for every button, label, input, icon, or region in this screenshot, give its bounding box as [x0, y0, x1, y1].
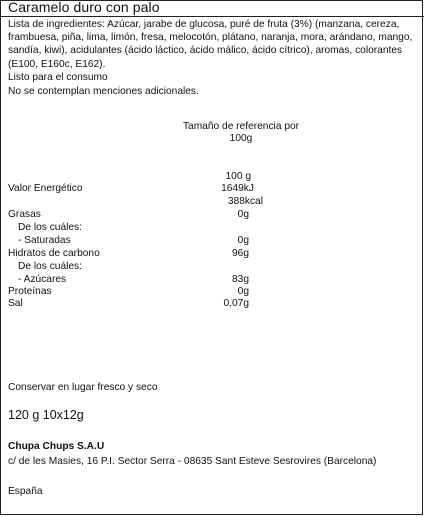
- nutrient-value-protein: 0g: [237, 286, 249, 297]
- manufacturer-address: c/ de les Masies, 16 P.I. Sector Serra - 08635 Sant Esteve Sesrovires (Barcelona): [8, 456, 377, 467]
- country-of-origin: España: [8, 486, 43, 497]
- manufacturer-name: Chupa Chups S.A.U: [8, 441, 105, 452]
- nutrient-label-energy: Valor Energético: [8, 183, 83, 194]
- per-100g-header: 100 g: [225, 171, 251, 182]
- nutrient-value-carbohydrate: 96g: [232, 248, 249, 259]
- nutrient-label-of-which-carbs: De los cuáles:: [18, 261, 82, 272]
- reference-size-amount: 100g: [229, 133, 253, 144]
- nutrient-label-sugars: - Azúcares: [18, 274, 67, 285]
- nutrient-label-fat: Grasas: [8, 209, 41, 220]
- nutrient-label-of-which-fat: De los cuáles:: [18, 222, 82, 233]
- nutrient-value-salt: 0,07g: [223, 298, 249, 309]
- nutrient-value-sugars: 83g: [232, 274, 249, 285]
- product-title: Caramelo duro con palo: [8, 0, 160, 15]
- nutrient-label-protein: Proteínas: [8, 286, 52, 297]
- reference-size-label: Tamaño de referencia por: [182, 121, 300, 132]
- nutrient-value-fat: 0g: [237, 209, 249, 220]
- nutrient-value-saturates: 0g: [237, 235, 249, 246]
- ready-to-eat-text: Listo para el consumo: [8, 72, 108, 83]
- ingredients-text: Lista de ingredientes: Azúcar, jarabe de glucosa, puré de fruta (3%) (manzana, cereza, frambuesa, piña, lima, limón, fresa, melocotón, plátano, naranja, mora, arándano, mango, sandía, kiwi), acidulantes (ácido láctico, ácido málico, ácido cítrico), aromas, colorantes (E100, E160c, E162).: [8, 19, 413, 70]
- nutrient-label-salt: Sal: [8, 298, 23, 309]
- nutrient-value-energy-kcal: 388kcal: [227, 196, 263, 207]
- nutrient-label-carbohydrate: Hidratos de carbono: [8, 248, 100, 259]
- header-bar: [1, 1, 424, 17]
- claims-text: No se contemplan menciones adicionales.: [8, 86, 199, 97]
- nutrient-label-saturates: - Saturadas: [18, 235, 71, 246]
- storage-text: Conservar en lugar fresco y seco: [8, 382, 158, 393]
- net-weight: 120 g 10x12g: [8, 408, 84, 422]
- nutrient-value-energy-kj: 1649kJ: [221, 183, 254, 194]
